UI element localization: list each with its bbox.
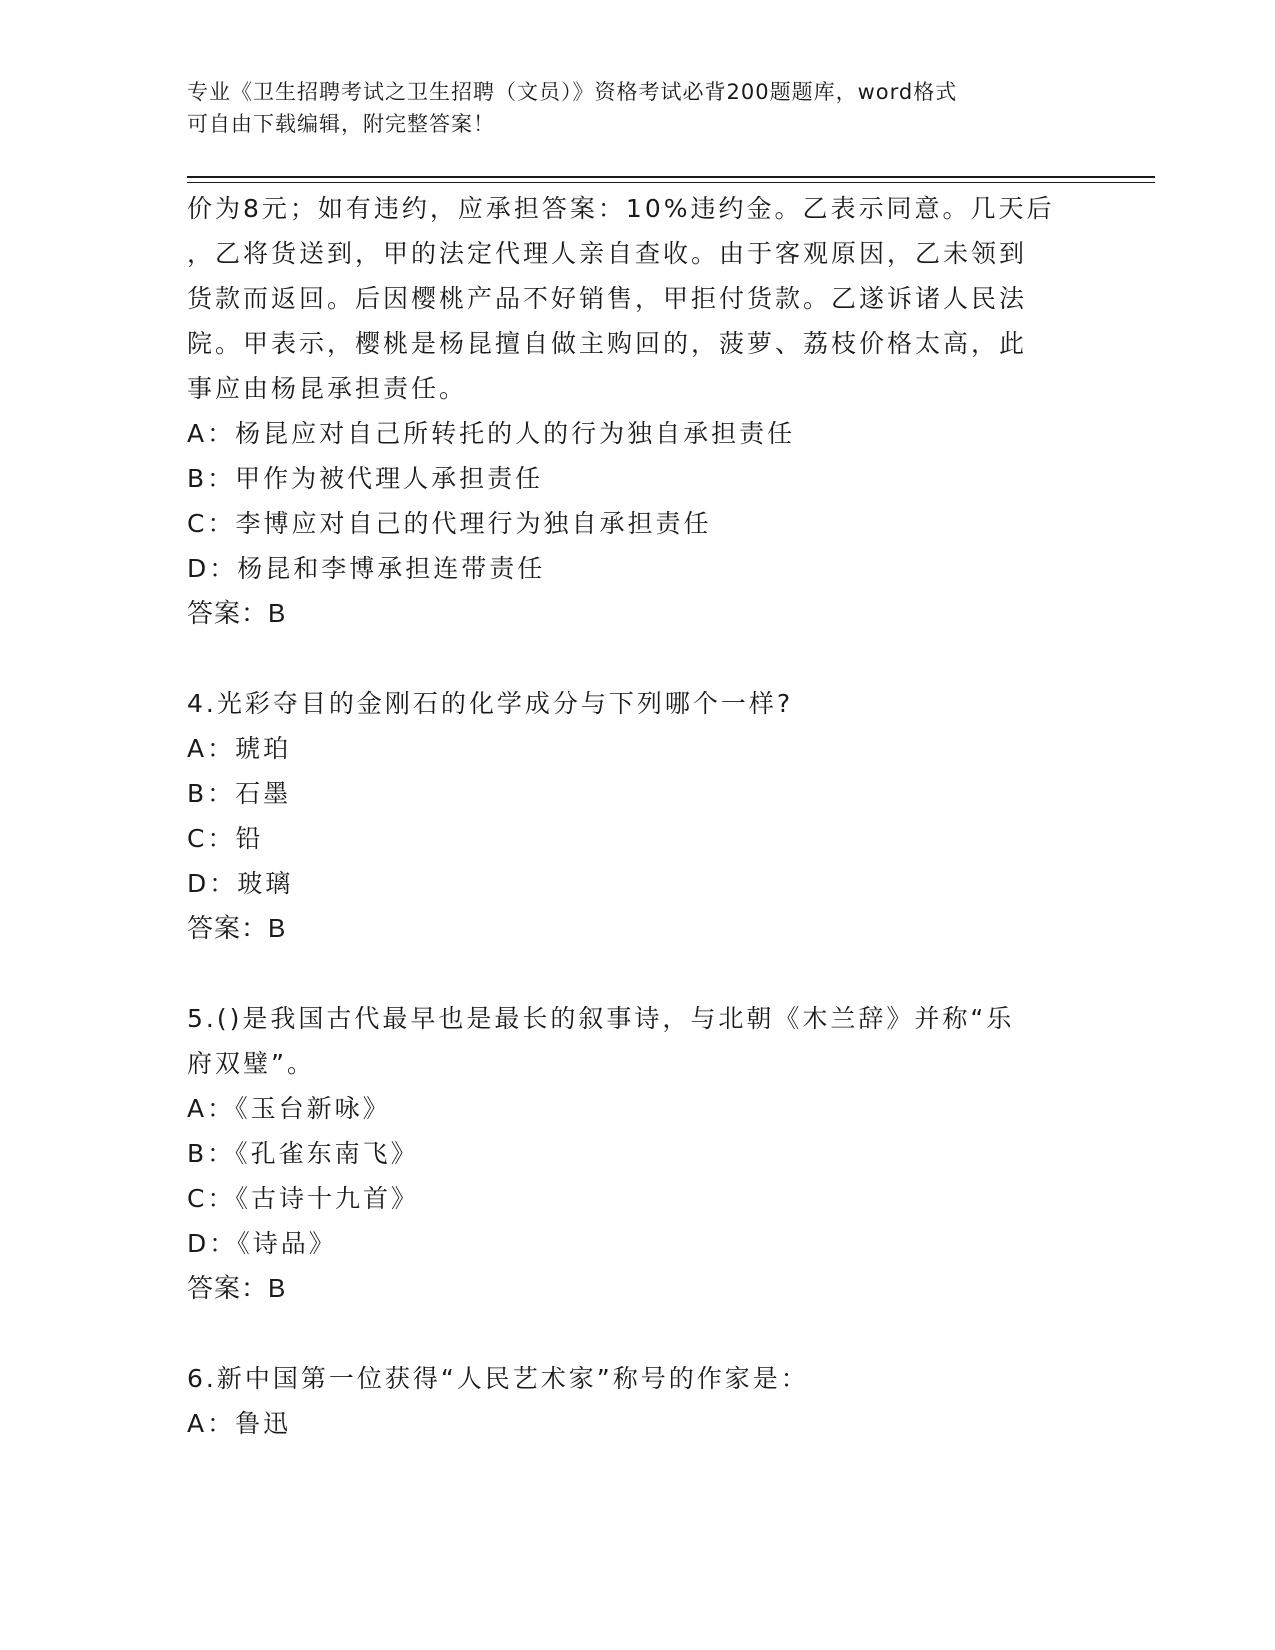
question-3-text-line-2: ，乙将货送到，甲的法定代理人亲自查收。由于客观原因，乙未领到 xyxy=(187,239,1028,268)
question-3-option-b: B：甲作为被代理人承担责任 xyxy=(187,464,544,493)
question-6-option-a: A：鲁迅 xyxy=(187,1409,292,1438)
question-3-text-line-3: 货款而返回。后因樱桃产品不好销售，甲拒付货款。乙遂诉诸人民法 xyxy=(187,284,1028,313)
question-3-text-line-1: 价为8元；如有违约，应承担答案：10%违约金。乙表示同意。几天后 xyxy=(187,194,1055,223)
header-rule-thick xyxy=(187,176,1155,178)
question-3-text-line-5: 事应由杨昆承担责任。 xyxy=(187,374,468,403)
question-5-answer: 答案：B xyxy=(187,1273,287,1303)
question-3-option-c: C：李博应对自己的代理行为独自承担责任 xyxy=(187,509,712,538)
question-3-answer: 答案：B xyxy=(187,598,287,628)
question-4-option-b: B：石墨 xyxy=(187,779,292,808)
question-4-option-a: A：琥珀 xyxy=(187,734,292,763)
question-4-answer: 答案：B xyxy=(187,913,287,943)
question-5-option-d: D：《诗品》 xyxy=(187,1229,337,1258)
question-4 xyxy=(187,681,1087,951)
question-6-text: 6.新中国第一位获得“人民艺术家”称号的作家是： xyxy=(187,1364,809,1393)
question-4-option-d: D：玻璃 xyxy=(187,869,294,898)
spacer xyxy=(187,951,1087,996)
question-5-option-a: A：《玉台新咏》 xyxy=(187,1094,391,1123)
document-body xyxy=(187,186,1087,1446)
question-5-text-line-2: 府双璧”。 xyxy=(187,1049,315,1078)
question-5-option-c: C：《古诗十九首》 xyxy=(187,1184,419,1213)
spacer xyxy=(187,636,1087,681)
header-title-line-2: 可自由下载编辑，附完整答案！ xyxy=(187,112,495,136)
question-4-option-c: C：铅 xyxy=(187,824,264,853)
question-6 xyxy=(187,1356,1087,1446)
header-title-line-1: 专业《卫生招聘考试之卫生招聘（文员）》资格考试必背200题题库，word格式 xyxy=(187,80,958,104)
document-header xyxy=(187,76,1067,140)
spacer xyxy=(187,1311,1087,1356)
question-3-text-line-4: 院。甲表示，樱桃是杨昆擅自做主购回的，菠萝、荔枝价格太高，此 xyxy=(187,329,1028,358)
question-3-option-d: D：杨昆和李博承担连带责任 xyxy=(187,554,546,583)
question-3 xyxy=(187,186,1087,636)
question-5-text-line-1: 5.()是我国古代最早也是最长的叙事诗，与北朝《木兰辞》并称“乐 xyxy=(187,1004,1015,1033)
question-4-text: 4.光彩夺目的金刚石的化学成分与下列哪个一样? xyxy=(187,689,794,718)
question-3-option-a: A：杨昆应对自己所转托的人的行为独自承担责任 xyxy=(187,419,796,448)
question-5 xyxy=(187,996,1087,1311)
question-5-option-b: B：《孔雀东南飞》 xyxy=(187,1139,419,1168)
header-rule-thin xyxy=(187,182,1155,183)
